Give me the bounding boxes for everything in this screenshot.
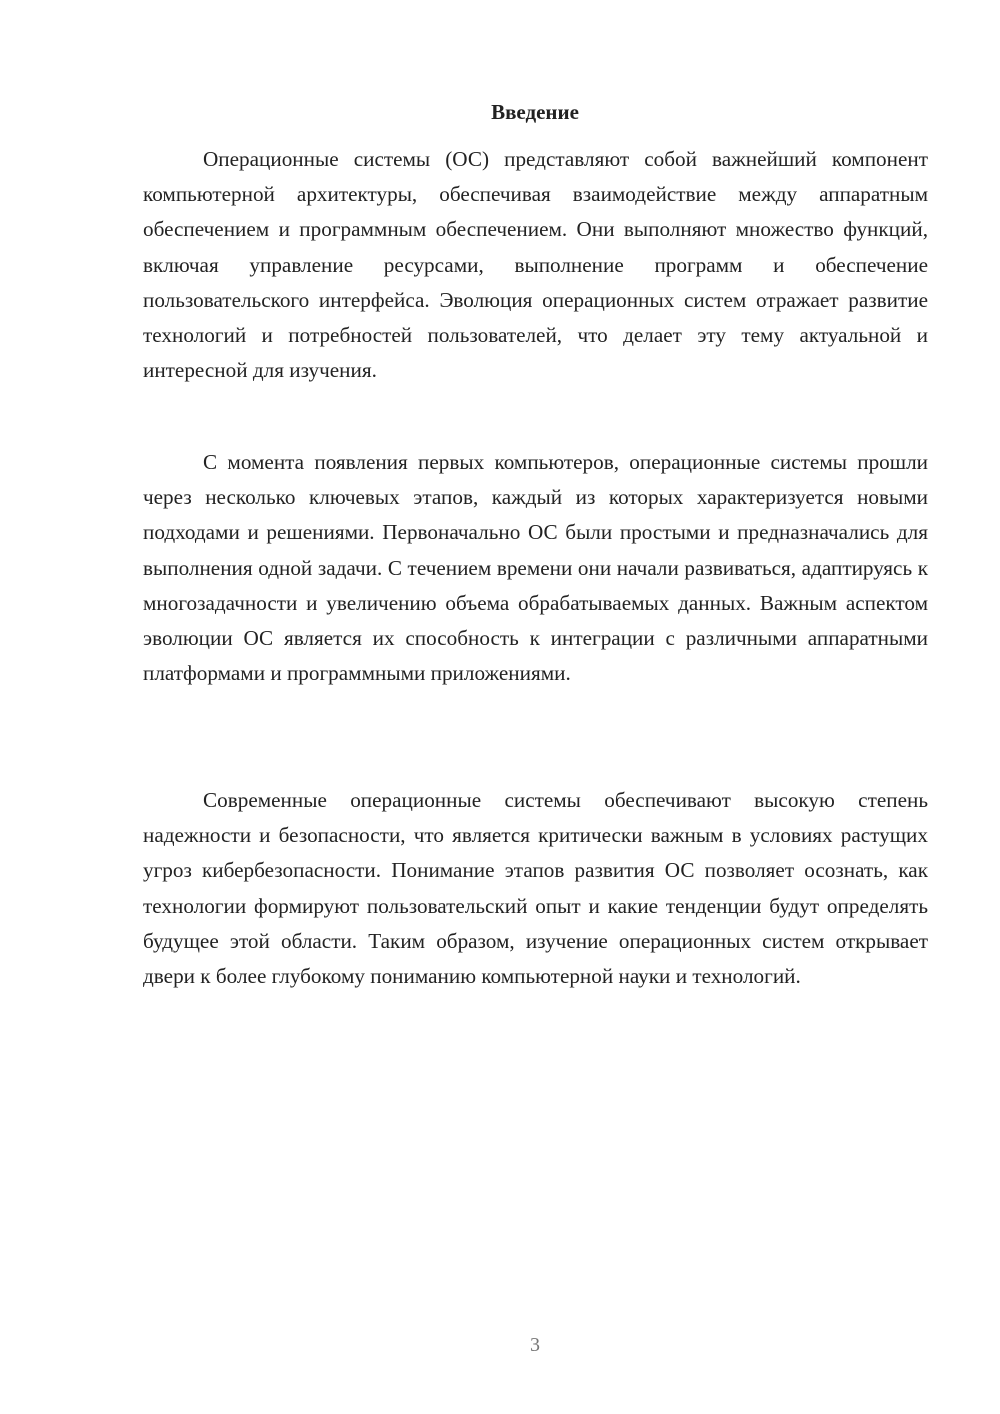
paragraph-block-1 — [143, 142, 928, 388]
paragraph-2: С момента появления первых компьютеров, операционные системы прошли через несколько ключевых этапов, каждый из которых характеризуется новыми подходами и решениями. Первоначально ОС были простыми и предназначались для выполнения одной задачи. С течением времени они начали развиваться, адаптируясь к многозадачности и увеличению объема обрабатываемых данных. Важным аспектом эволюции ОС является их способность к интеграции с различными аппаратными платформами и программными приложениями. — [143, 450, 928, 686]
paragraph-3: Современные операционные системы обеспечивают высокую степень надежности и безопасности, что является критически важным в условиях растущих угроз кибербезопасности. Понимание этапов развития ОС позволяет осознать, как технологии формируют пользовательский опыт и какие тенденции будут определять будущее этой области. Таким образом, изучение операционных систем открывает двери к более глубокому пониманию компьютерной науки и технологий. — [143, 788, 928, 989]
page-title: Введение — [491, 100, 579, 124]
paragraph-block-2 — [143, 445, 928, 691]
page-number: 3 — [530, 1334, 540, 1356]
paragraph-block-3 — [143, 783, 928, 994]
paragraph-1: Операционные системы (ОС) представляют собой важнейший компонент компьютерной архитектуры, обеспечивая взаимодействие между аппаратным обеспечением и программным обеспечением. Они выполняют множество функций, включая управление ресурсами, выполнение программ и обеспечение пользовательского интерфейса. Эволюция операционных систем отражает развитие технологий и потребностей пользователей, что делает эту тему актуальной и интересной для изучения. — [143, 147, 928, 383]
